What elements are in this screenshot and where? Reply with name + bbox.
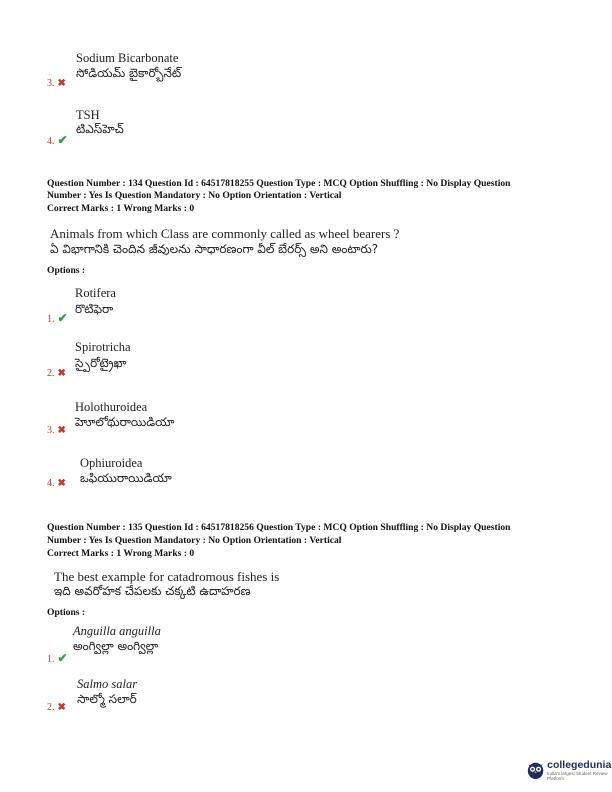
q134-option-3-number-row: [47, 425, 66, 436]
q134-option-3-telugu: హెూలోథురాయిడియా: [75, 415, 175, 429]
option-number: 4.: [47, 136, 55, 147]
question-134-meta-line1: Question Number : 134 Question Id : 64517818255 Question Type : MCQ Option Shuffling : No Display Question: [47, 178, 511, 189]
correct-mark-icon: ✔: [57, 651, 68, 665]
q134-option-4-telugu: ఒఫియురాయిడియా: [80, 471, 172, 485]
q135-option-2-telugu: సాల్మో సలార్: [77, 692, 137, 706]
option-4-english: TSH: [76, 108, 100, 122]
option-3-english: Sodium Bicarbonate: [76, 51, 179, 65]
q135-option-2-number-row: [47, 702, 66, 713]
q134-option-4-number-row: [47, 478, 66, 489]
option-number: 1.: [47, 314, 55, 325]
option-3-number-row: [47, 78, 66, 89]
q134-option-2-telugu: స్పైరోట్రైఖా: [75, 356, 127, 370]
logo-name: collegedunia: [547, 759, 612, 771]
option-number: 4.: [47, 478, 55, 489]
question-135-text-telugu: ఇది అవరోహక చేపలకు చక్కటి ఉదాహరణ: [54, 584, 251, 598]
q135-option-2-english: Salmo salar: [77, 677, 138, 691]
question-134-text-telugu: ఏ విభాగానికి చెందిన జీవులను సాధారణంగా వీల్ బేరర్స్ అని అంటారు?: [50, 242, 379, 256]
q134-option-1-telugu: రొటిఫెరా: [75, 302, 114, 316]
q134-option-2-english: Spirotricha: [75, 340, 131, 354]
wrong-mark-icon: ✖: [57, 702, 66, 713]
option-number: 2.: [47, 368, 55, 379]
q135-option-1-english: Anguilla anguilla: [73, 624, 161, 638]
logo-tagline: India's largest Student Review Platform: [547, 771, 608, 781]
option-4-telugu: టిఎస్‌హెచ్: [76, 122, 124, 136]
q134-option-4-english: Ophiuroidea: [80, 456, 143, 470]
question-134-text-english: Animals from which Class are commonly called as wheel bearers ?: [50, 226, 400, 241]
wrong-mark-icon: ✖: [57, 425, 66, 436]
options-label: Options :: [47, 265, 86, 276]
q134-option-1-english: Rotifera: [75, 286, 116, 300]
q135-option-1-number-row: [47, 651, 68, 666]
option-number: 3.: [47, 78, 55, 89]
wrong-mark-icon: ✖: [57, 478, 66, 489]
q135-option-1-telugu: అంగ్విల్లా అంగ్విల్లా: [73, 639, 159, 653]
correct-mark-icon: ✔: [57, 311, 68, 325]
option-4-number-row: [47, 133, 68, 148]
q134-option-1-number-row: [47, 311, 68, 326]
question-135-marks: Correct Marks : 1 Wrong Marks : 0: [47, 548, 195, 559]
question-135-meta-line2: Number : Yes Is Question Mandatory : No Option Orientation : Vertical: [47, 535, 342, 546]
wrong-mark-icon: ✖: [57, 78, 66, 89]
owl-logo-icon: [527, 759, 544, 781]
option-number: 3.: [47, 425, 55, 436]
option-3-telugu: సోడియమ్ బైకార్బోనేట్: [76, 66, 182, 80]
question-134-marks: Correct Marks : 1 Wrong Marks : 0: [47, 203, 195, 214]
correct-mark-icon: ✔: [57, 133, 68, 147]
question-135-text-english: The best example for catadromous fishes is: [54, 569, 280, 584]
q134-option-2-number-row: [47, 368, 66, 379]
question-135-meta-line1: Question Number : 135 Question Id : 64517818256 Question Type : MCQ Option Shuffling : No Display Question: [47, 522, 511, 533]
wrong-mark-icon: ✖: [57, 368, 66, 379]
option-number: 1.: [47, 654, 55, 665]
question-134-meta-line2: Number : Yes Is Question Mandatory : No Option Orientation : Vertical: [47, 190, 342, 201]
q134-option-3-english: Holothuroidea: [75, 400, 148, 414]
options-label: Options :: [47, 607, 86, 618]
collegedunia-logo: [527, 759, 612, 781]
option-number: 2.: [47, 702, 55, 713]
